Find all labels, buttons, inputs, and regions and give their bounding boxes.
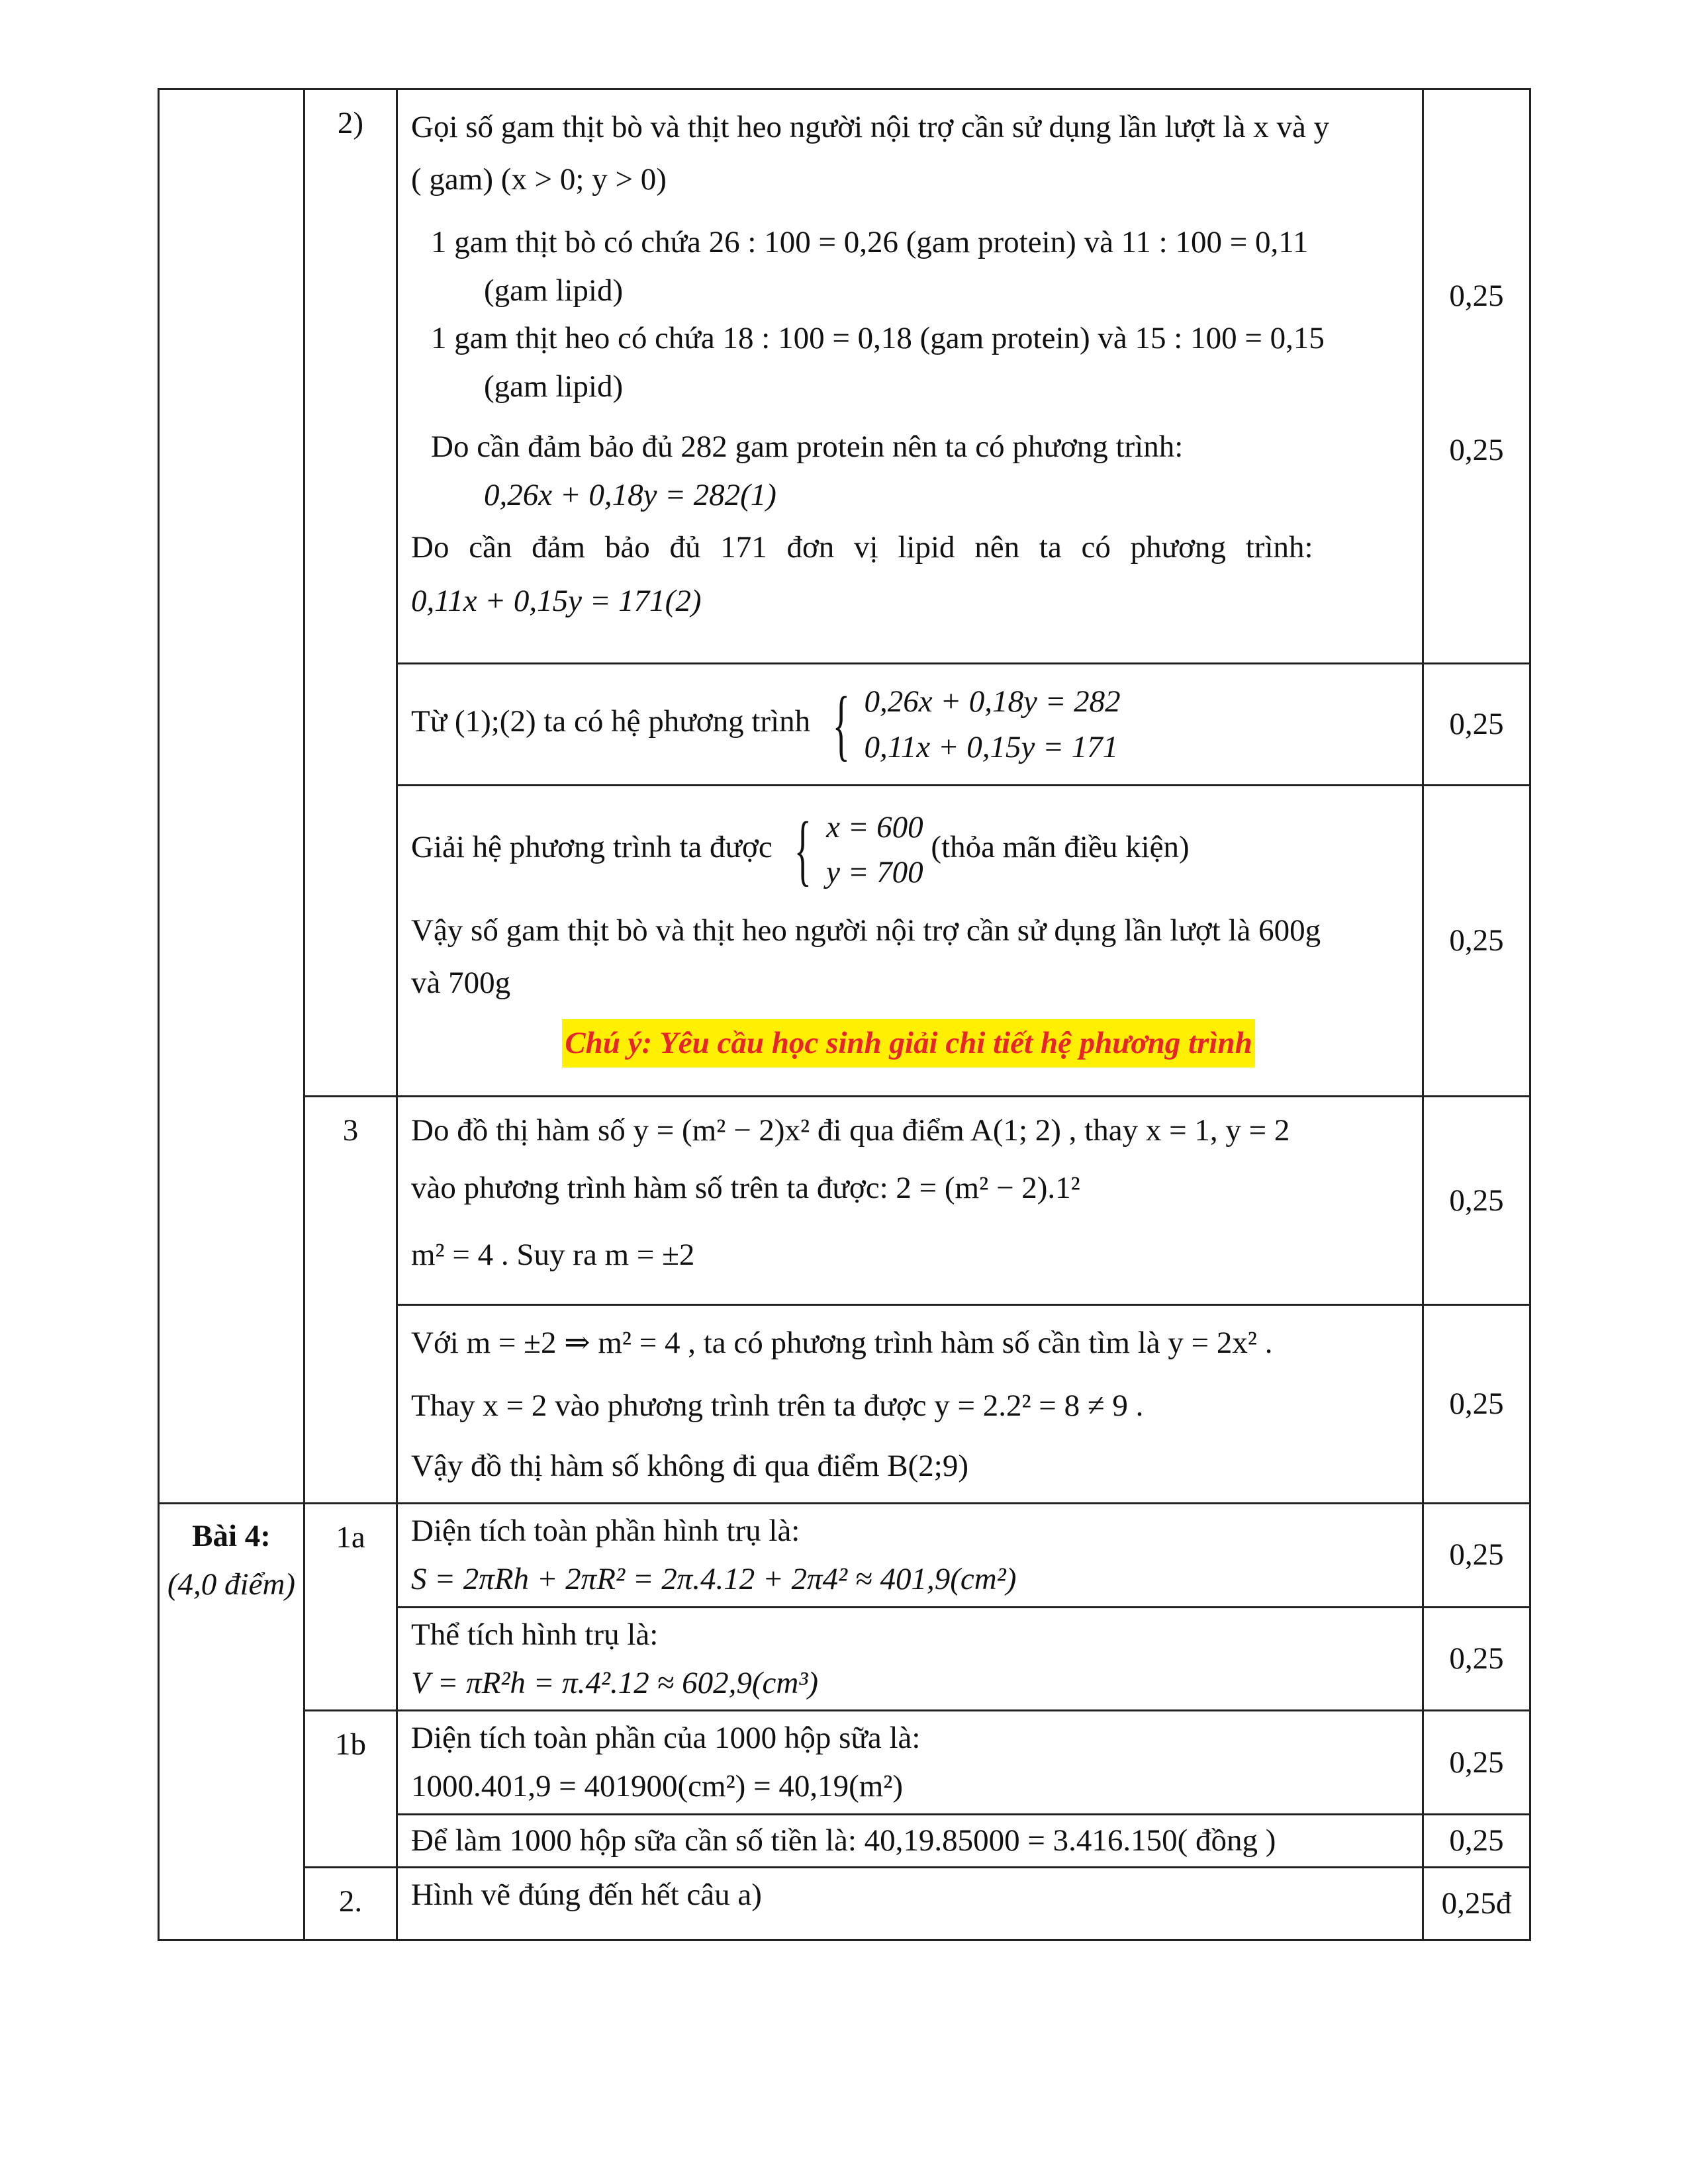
table-row: [159, 1504, 1530, 1608]
question-number: 2): [305, 89, 397, 1097]
equation: 0,26x + 0,18y = 282(1): [484, 477, 776, 512]
question-number: 3: [305, 1097, 397, 1504]
answer-content: [397, 786, 1423, 1097]
answer-line: Do cần đảm bảo đủ 282 gam protein nên ta có phương trình:: [431, 430, 1184, 465]
section-title: Bài 4:: [192, 1519, 271, 1553]
answer-line: Hình vẽ đúng đến hết câu a): [411, 1878, 762, 1913]
answer-line: Thể tích hình trụ là:: [411, 1617, 659, 1652]
answer-line: Vậy đồ thị hàm số không đi qua điểm B(2;9): [411, 1448, 968, 1483]
score-value: 0,25: [1423, 1607, 1530, 1711]
equation-system: [780, 805, 923, 895]
score-value: 0,25: [1423, 1815, 1530, 1868]
answer-line: Do cần đảm bảo đủ 171 đơn vị lipid nên ta có phương trình:: [411, 529, 1313, 565]
note-highlight: Chú ý: Yêu cầu học sinh giải chi tiết hệ phương trình: [562, 1019, 1254, 1068]
question-number: 2.: [305, 1868, 397, 1940]
answer-content: [397, 1711, 1423, 1815]
brace-icon: {: [794, 805, 812, 894]
answer-line: 1 gam thịt heo có chứa 18 : 100 = 0,18 (gam protein) và 15 : 100 = 0,15: [431, 321, 1325, 356]
table-row: [159, 89, 1530, 664]
section-points: (4,0 điểm): [167, 1567, 296, 1602]
table-row: [159, 1097, 1530, 1305]
score-value: 0,25: [1423, 786, 1530, 1097]
equation: 0,11x + 0,15y = 171(2): [411, 583, 702, 618]
question-number: 1a: [305, 1504, 397, 1711]
answer-content: [397, 1868, 1423, 1940]
section-cell-empty: [159, 89, 305, 1504]
answer-content: [397, 1097, 1423, 1305]
score-value: 0,25: [1449, 279, 1504, 313]
score-value: 0,25: [1423, 1711, 1530, 1815]
answer-content: [397, 1305, 1423, 1504]
equation: V = πR²h = π.4².12 ≈ 602,9(cm³): [411, 1665, 819, 1700]
answer-line: và 700g: [411, 966, 511, 1001]
answer-line: (gam lipid): [484, 273, 624, 308]
answer-line: ( gam) (x > 0; y > 0): [411, 161, 667, 197]
score-cell: [1423, 89, 1530, 664]
answer-content: [397, 1504, 1423, 1608]
answer-content: [397, 1607, 1423, 1711]
equation: 1000.401,9 = 401900(cm²) = 40,19(m²): [411, 1769, 904, 1804]
answer-line: m² = 4 . Suy ra m = ±2: [411, 1237, 695, 1272]
answer-content: [397, 664, 1423, 786]
answer-line: Diện tích toàn phần hình trụ là:: [411, 1514, 800, 1548]
question-number: 1b: [305, 1711, 397, 1868]
answer-text: Từ (1);(2) ta có hệ phương trình: [411, 704, 811, 739]
answer-text: Giải hệ phương trình ta được: [411, 829, 773, 864]
answer-line: Thay x = 2 vào phương trình trên ta được y = 2.2² = 8 ≠ 9 .: [411, 1388, 1144, 1423]
answer-text: (thỏa mãn điều kiện): [931, 829, 1190, 864]
answer-line: Diện tích toàn phần của 1000 hộp sữa là:: [411, 1721, 921, 1756]
score-value: 0,25đ: [1423, 1868, 1530, 1940]
answer-content: [397, 89, 1423, 664]
table-row: [159, 1868, 1530, 1940]
equation: y = 700: [826, 855, 923, 890]
answer-line: vào phương trình hàm số trên ta được: 2 = (m² − 2).1²: [411, 1170, 1080, 1205]
equation: x = 600: [826, 810, 923, 844]
score-value: 0,25: [1449, 432, 1504, 467]
answer-line: Vậy số gam thịt bò và thịt heo người nội trợ cần sử dụng lần lượt là 600g: [411, 913, 1321, 948]
grading-table: [158, 88, 1531, 1941]
equation: S = 2πRh + 2πR² = 2π.4.12 + 2π4² ≈ 401,9(cm²): [411, 1561, 1017, 1596]
score-value: 0,25: [1423, 1097, 1530, 1305]
equation-system: [818, 679, 1121, 769]
score-value: 0,25: [1423, 664, 1530, 786]
section-label: [159, 1504, 305, 1940]
answer-line: Với m = ±2 ⇒ m² = 4 , ta có phương trình hàm số cần tìm là y = 2x² .: [411, 1326, 1273, 1360]
equation: 0,26x + 0,18y = 282: [864, 684, 1121, 719]
equation: 0,11x + 0,15y = 171: [864, 729, 1119, 764]
brace-icon: {: [832, 680, 850, 768]
answer-line: (gam lipid): [484, 369, 624, 404]
answer-line: 1 gam thịt bò có chứa 26 : 100 = 0,26 (gam protein) và 11 : 100 = 0,11: [431, 224, 1309, 259]
answer-line: Để làm 1000 hộp sữa cần số tiền là: 40,19.85000 = 3.416.150( đồng ): [411, 1823, 1276, 1858]
answer-line: Do đồ thị hàm số y = (m² − 2)x² đi qua điểm A(1; 2) , thay x = 1, y = 2: [411, 1113, 1290, 1148]
table-row: [159, 1711, 1530, 1815]
score-value: 0,25: [1423, 1305, 1530, 1504]
answer-line: Gọi số gam thịt bò và thịt heo người nội trợ cần sử dụng lần lượt là x và y: [411, 110, 1330, 144]
score-value: 0,25: [1423, 1504, 1530, 1608]
answer-content: [397, 1815, 1423, 1868]
